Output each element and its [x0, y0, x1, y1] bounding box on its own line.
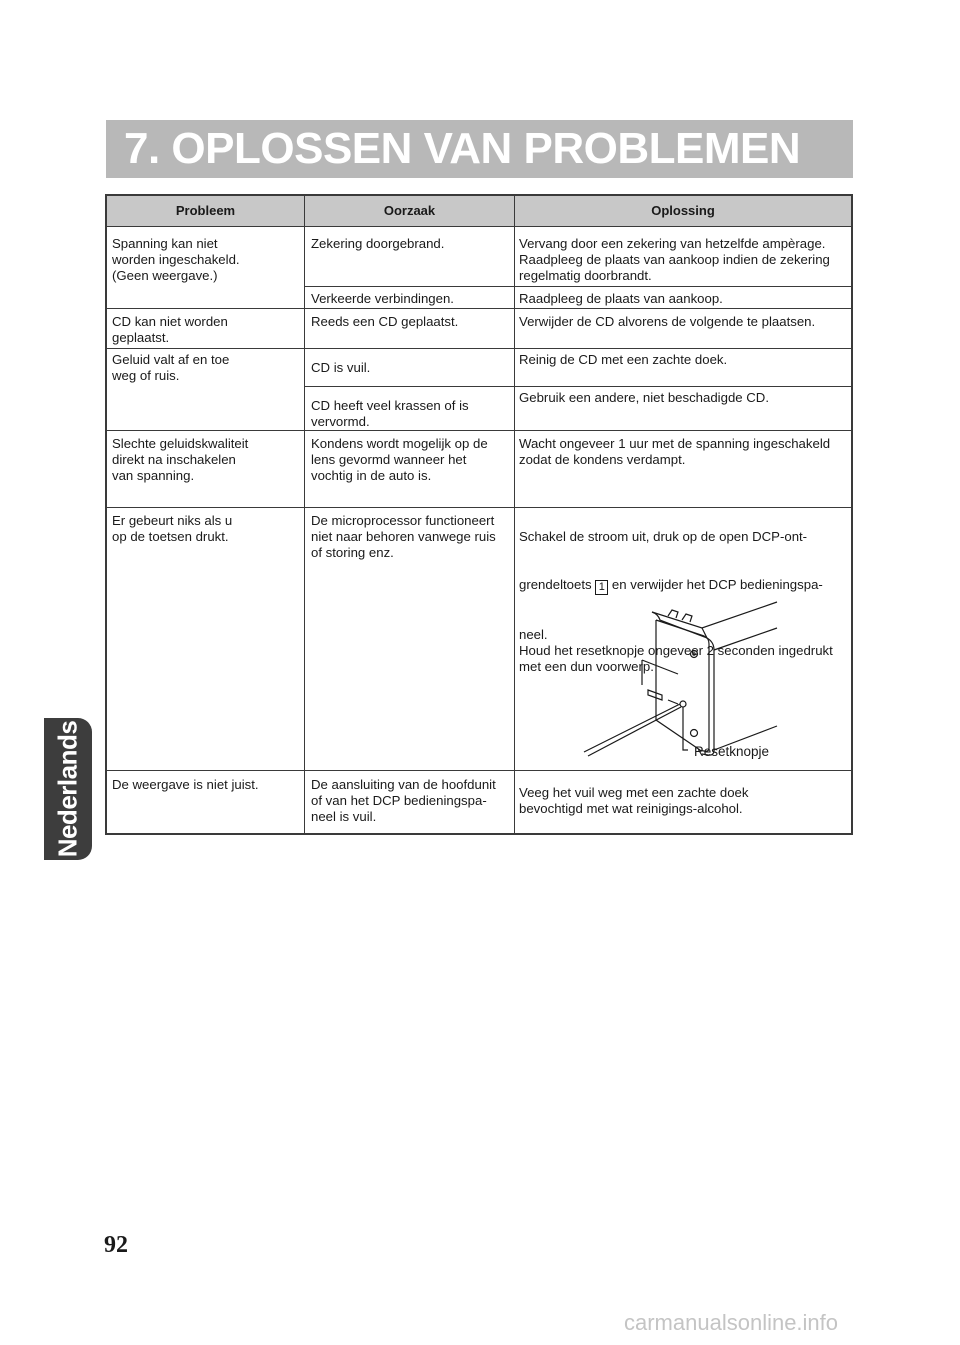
header-oorzaak: Oorzaak: [383, 203, 436, 218]
sub-row-divider: [304, 286, 851, 287]
row6-problem: De weergave is niet juist.: [112, 777, 259, 792]
row3-cause-2: CD heeft veel krassen of is vervormd.: [311, 398, 469, 429]
header-probleem: Probleem: [175, 203, 236, 218]
row-divider: [107, 507, 851, 508]
row1-problem: Spanning kan niet worden ingeschakeld. (Geen weergave.): [112, 236, 240, 283]
row6-cause: De aansluiting van de hoofdunit of van het DCP bedieningspa- neel is vuil.: [311, 777, 496, 824]
reset-button-diagram: [582, 600, 782, 775]
dcp-release-key-icon: 1: [595, 580, 608, 595]
row5-solution-line2-end: en verwijder het DCP bedieningspa-: [608, 577, 823, 592]
row6-solution: Veeg het vuil weg met een zachte doek bevochtigd met wat reinigings-alcohol.: [519, 785, 749, 816]
column-divider: [514, 196, 515, 833]
row5-cause: De microprocessor functioneert niet naar behoren vanwege ruis of storing enz.: [311, 513, 496, 560]
row3-solution-2: Gebruik een andere, niet beschadigde CD.: [519, 390, 769, 405]
row5-problem: Er gebeurt niks als u op de toetsen drukt.: [112, 513, 233, 544]
row1-solution-1: Vervang door een zekering van hetzelfde ampèrage. Raadpleeg de plaats van aankoop indien de zekering regelmatig doorbrandt.: [519, 236, 830, 283]
row1-solution-2: Raadpleeg de plaats van aankoop.: [519, 291, 723, 306]
row4-solution: Wacht ongeveer 1 uur met de spanning ingeschakeld zodat de kondens verdampt.: [519, 436, 831, 467]
watermark: carmanualsonline.info: [624, 1310, 839, 1335]
page-number: 92: [104, 1232, 128, 1258]
sub-row-divider: [304, 386, 851, 387]
row4-cause: Kondens wordt mogelijk op de lens gevormd wanneer het vochtig in de auto is.: [311, 436, 488, 483]
row3-problem: Geluid valt af en toe weg of ruis.: [112, 352, 230, 383]
row2-problem: CD kan niet worden geplaatst.: [112, 314, 228, 345]
reset-button-label: Resetknopje: [694, 744, 770, 759]
row-divider: [107, 348, 851, 349]
row5-solution-rest: neel. Houd het resetknopje ongeveer 2 seconden ingedrukt met een dun voorwerp.: [519, 627, 833, 674]
table-header: [107, 196, 851, 227]
row-divider: [107, 430, 851, 431]
section-title: 7. OPLOSSEN VAN PROBLEMEN: [124, 124, 801, 173]
row2-cause: Reeds een CD geplaatst.: [311, 314, 459, 329]
row1-cause-2: Verkeerde verbindingen.: [311, 291, 454, 306]
row5-solution-line2-start: grendeltoets: [519, 577, 596, 592]
language-label: Nederlands: [52, 720, 83, 858]
row5-solution-line1: Schakel de stroom uit, druk op de open DCP-ont-: [519, 529, 808, 544]
language-side-tab: [44, 718, 92, 860]
row-divider: [107, 308, 851, 309]
section-title-bar: [106, 120, 853, 178]
row1-cause-1: Zekering doorgebrand.: [311, 236, 445, 251]
header-oplossing: Oplossing: [651, 203, 715, 218]
row3-solution-1: Reinig de CD met een zachte doek.: [519, 352, 728, 367]
row3-cause-1: CD is vuil.: [311, 360, 371, 375]
column-divider: [304, 196, 305, 833]
row2-solution: Verwijder de CD alvorens de volgende te plaatsen.: [519, 314, 816, 329]
row4-problem: Slechte geluidskwaliteit direkt na inschakelen van spanning.: [112, 436, 249, 483]
